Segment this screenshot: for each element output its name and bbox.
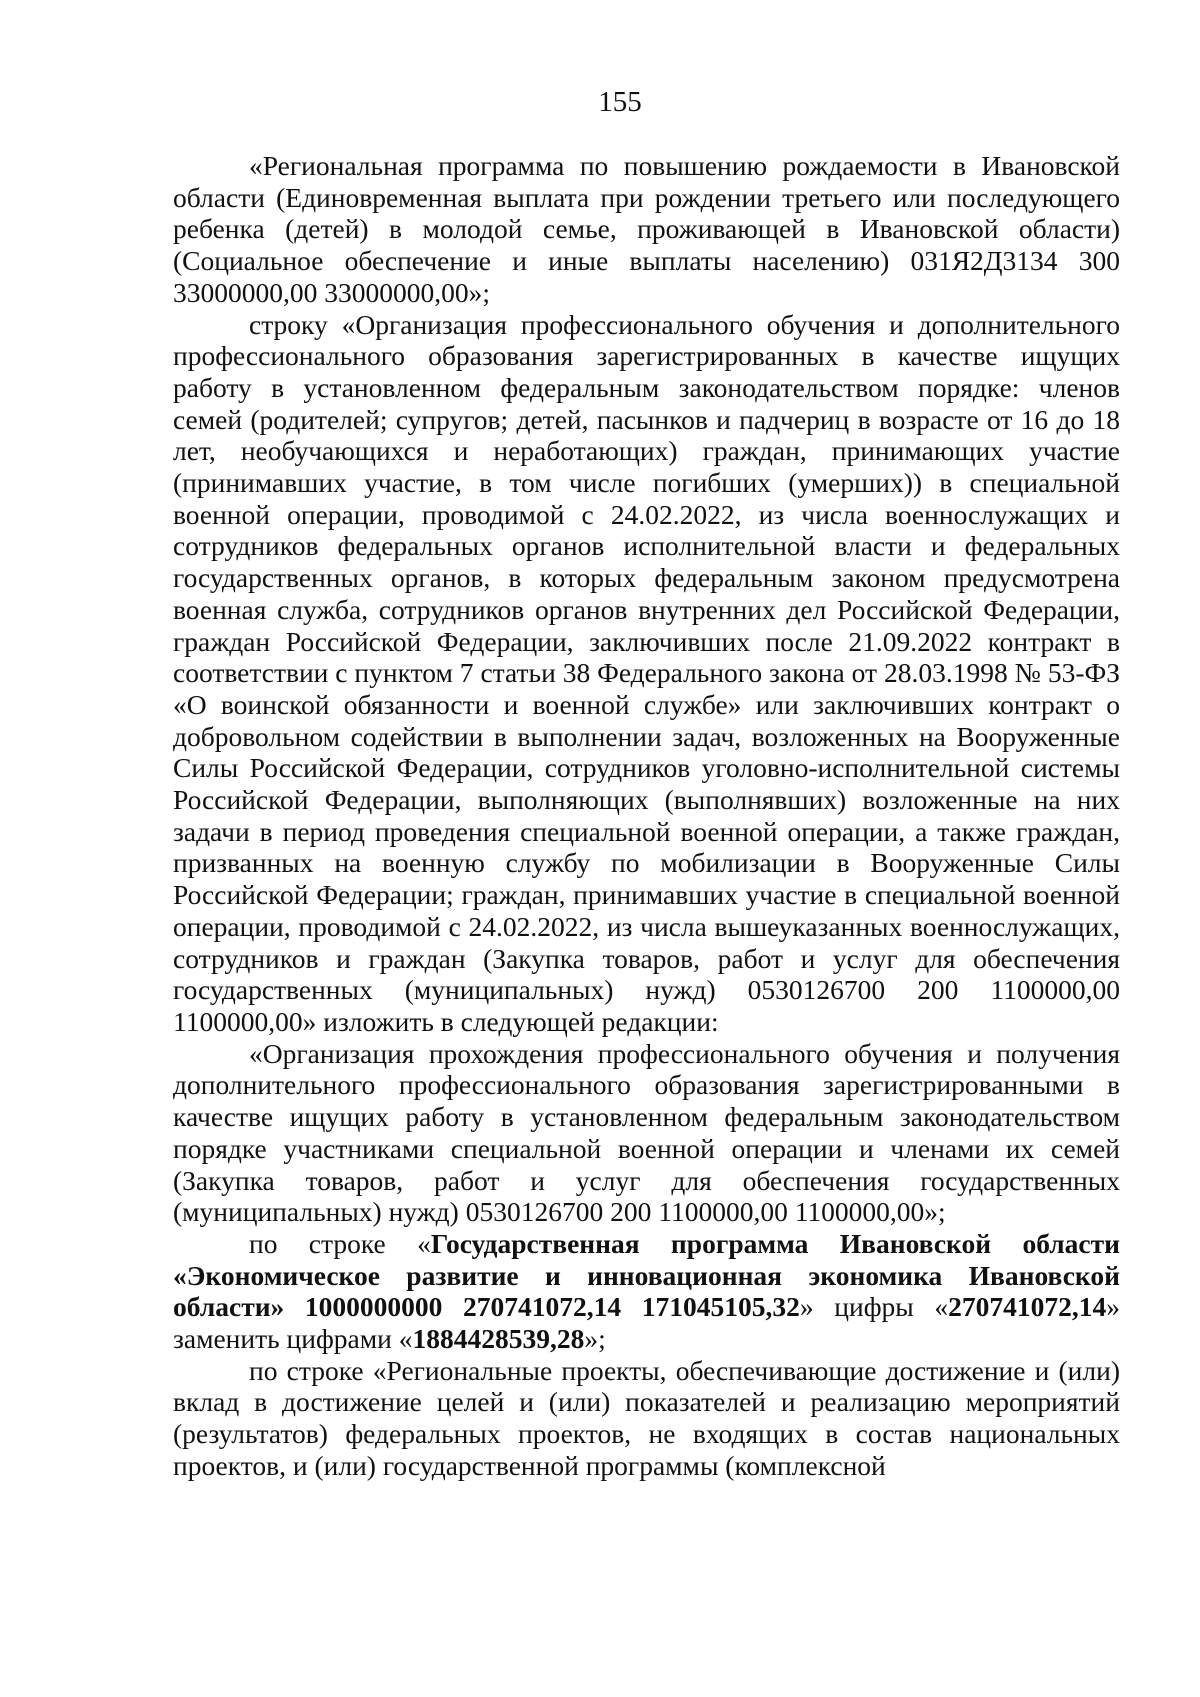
new-figure-bold: 1884428539,28: [412, 1323, 585, 1355]
page-number: 155: [598, 86, 642, 118]
paragraph-regional-projects: по строке «Региональные проекты, обеспечивающие достижение и (или) вклад в достижение целей и (или) показателей и реализацию мероприятий (результатов) федеральных проектов, не входящих в состав национальных проектов, и (или) государственной программы (комплексной: [173, 1354, 1120, 1481]
old-figure-bold: 270741072,14: [948, 1291, 1107, 1323]
document-body: [173, 150, 1120, 1482]
text-fragment: »;: [584, 1323, 606, 1355]
text-fragment: по строке «: [249, 1227, 431, 1259]
text-fragment: » цифры «: [799, 1291, 949, 1323]
program-title-bold: Государственная программа Ивановской области «Экономическое развитие и инновационная экономика Ивановской области» 1000000000 270741072,14 171045105,32: [173, 1227, 1120, 1323]
paragraph-training-old-wording: строку «Организация профессионального обучения и дополнительного профессионального образования зарегистрированных в качестве ищущих работу в установленном федеральным законодательством порядке: членов семей (родителей; супругов; детей, пасынков и падчериц в возрасте от 16 до 18 лет, необучающихся и неработающих) граждан, принимающих участие (принимавших участие, в том числе погибших (умерших)) в специальной военной операции, проводимой с 24.02.2022, из числа военнослужащих и сотрудников федеральных органов исполнительной власти и федеральных государственных органов, в которых федеральным законом предусмотрена военная служба, сотрудников органов внутренних дел Российской Федерации, граждан Российской Федерации, заключивших после 21.09.2022 контракт в соответствии с пунктом 7 статьи 38 Федерального закона от 28.03.1998 № 53-ФЗ «О воинской обязанности и военной службе» или заключивших контракт о добровольном содействии в выполнении задач, возложенных на Вооруженные Силы Российской Федерации, сотрудников уголовно-исполнительной системы Российской Федерации, выполняющих (выполнявших) возложенные на них задачи в период проведения специальной военной операции, а также граждан, призванных на военную службу по мобилизации в Вооруженные Силы Российской Федерации; граждан, принимавших участие в специальной военной операции, проводимой с 24.02.2022, из числа вышеуказанных военнослужащих, сотрудников и граждан (Закупка товаров, работ и услуг для обеспечения государственных (муниципальных) нужд) 0530126700 200 1100000,00 1100000,00» изложить в следующей редакции:: [173, 308, 1120, 1037]
paragraph-economic-program-amendment: [173, 1228, 1120, 1355]
paragraph-training-new-wording: «Организация прохождения профессионального обучения и получения дополнительного профессионального образования зарегистрированными в качестве ищущих работу в установленном федеральным законодательством порядке участниками специальной военной операции и членами их семей (Закупка товаров, работ и услуг для обеспечения государственных (муниципальных) нужд) 0530126700 200 1100000,00 1100000,00»;: [173, 1037, 1120, 1228]
paragraph-birth-rate-program: «Региональная программа по повышению рождаемости в Ивановской области (Единовременная выплата при рождении третьего или последующего ребенка (детей) в молодой семье, проживающей в Ивановской области) (Социальное обеспечение и иные выплаты населению) 031Я2Д3134 300 33000000,00 33000000,00»;: [173, 150, 1120, 308]
text-fragment: » заменить цифрами «: [173, 1291, 1120, 1355]
